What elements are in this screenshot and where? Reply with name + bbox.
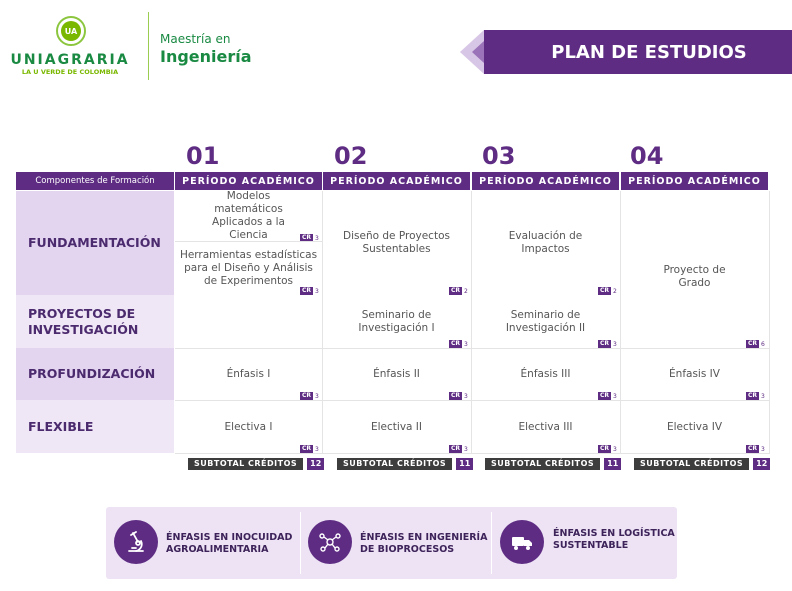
subtotal-period-1 — [188, 458, 324, 470]
period-header-4: PERÍODO ACADÉMICO — [621, 172, 768, 190]
subtotal-value: 11 — [604, 458, 621, 470]
grid-line — [175, 348, 770, 349]
course-name: Diseño de Proyectos Sustentables — [343, 230, 450, 255]
components-header: Componentes de Formación — [16, 172, 174, 190]
course-cell — [472, 296, 619, 348]
row-label-fundamentacion: FUNDAMENTACIÓN — [16, 191, 174, 295]
course-cell — [323, 191, 470, 295]
period-header-2: PERÍODO ACADÉMICO — [323, 172, 470, 190]
course-name: Electiva III — [518, 420, 573, 433]
logo-initials: UA — [61, 21, 81, 41]
truck-icon — [500, 520, 544, 564]
credit-tag: CR 3 — [600, 340, 617, 348]
subtotal-label: SUBTOTAL CRÉDITOS — [634, 458, 749, 470]
course-name: Herramientas estadísticas para el Diseño y Análisis de Experimentos — [179, 249, 318, 287]
credit-tag: CR 3 — [600, 392, 617, 400]
credit-tag: CR 3 — [302, 234, 319, 242]
credit-tag: CR 3 — [748, 392, 765, 400]
course-name: Evaluación de Impactos — [508, 230, 583, 255]
subtotal-period-2 — [337, 458, 473, 470]
course-name: Énfasis I — [226, 368, 271, 380]
row-label-profundizacion: PROFUNDIZACIÓN — [16, 348, 174, 400]
credit-tag: CR 3 — [451, 340, 468, 348]
course-name: Electiva II — [371, 420, 422, 433]
period-number-3: 03 — [482, 142, 516, 170]
grid-line — [175, 453, 770, 454]
emphasis-item-inocuidad: ÉNFASIS EN INOCUIDAD AGROALIMENTARIA — [166, 532, 293, 555]
credit-tag: CR 3 — [600, 445, 617, 453]
credit-tag: CR 3 — [302, 392, 319, 400]
credit-tag: CR 3 — [302, 287, 319, 295]
grid-line — [175, 400, 770, 401]
credit-tag: CR 3 — [302, 445, 319, 453]
course-name: Seminario de Investigación II — [505, 309, 586, 334]
course-name: Énfasis II — [373, 368, 420, 380]
course-cell — [472, 349, 619, 400]
program-line-1: Maestría en — [160, 32, 231, 46]
program-line-2: Ingeniería — [160, 47, 252, 66]
subtotal-label: SUBTOTAL CRÉDITOS — [485, 458, 600, 470]
course-name: Énfasis III — [520, 368, 571, 380]
subtotal-period-4 — [634, 458, 770, 470]
course-cell — [621, 191, 768, 348]
emphasis-divider — [300, 512, 301, 574]
course-name: Modelos matemáticos Aplicados a la Ciencia — [212, 190, 285, 241]
period-number-2: 02 — [334, 142, 368, 170]
subtotal-value: 12 — [307, 458, 324, 470]
credit-tag: CR 3 — [451, 445, 468, 453]
brand-tagline: LA U VERDE DE COLOMBIA — [21, 68, 119, 76]
row-label-flexible: FLEXIBLE — [16, 400, 174, 453]
period-header-3: PERÍODO ACADÉMICO — [472, 172, 619, 190]
course-name: Electiva IV — [666, 420, 723, 433]
course-name: Seminario de Investigación I — [358, 309, 435, 334]
emphasis-divider — [491, 512, 492, 574]
subtotal-label: SUBTOTAL CRÉDITOS — [188, 458, 303, 470]
credit-tag: CR 2 — [600, 287, 617, 295]
subtotal-value: 12 — [753, 458, 770, 470]
microscope-icon — [114, 520, 158, 564]
period-number-4: 04 — [630, 142, 664, 170]
grid-line — [322, 191, 323, 453]
uniagraria-logo — [56, 16, 86, 46]
molecule-icon — [308, 520, 352, 564]
grid-line — [620, 191, 621, 453]
course-cell — [323, 349, 470, 400]
grid-line — [769, 191, 770, 453]
course-name: Énfasis IV — [669, 368, 720, 380]
course-cell — [323, 401, 470, 453]
subtotal-period-3 — [485, 458, 621, 470]
subtotal-label: SUBTOTAL CRÉDITOS — [337, 458, 452, 470]
period-number-1: 01 — [186, 142, 220, 170]
course-name: Electiva I — [224, 420, 273, 433]
subtotal-value: 11 — [456, 458, 473, 470]
credit-tag: CR 3 — [748, 445, 765, 453]
page-title-banner: PLAN DE ESTUDIOS — [484, 30, 792, 74]
header-divider — [148, 12, 149, 80]
course-cell — [472, 191, 619, 295]
emphasis-item-bioprocesos: ÉNFASIS EN INGENIERÍA DE BIOPROCESOS — [360, 532, 488, 555]
period-header-1: PERÍODO ACADÉMICO — [175, 172, 322, 190]
row-label-proyectos: PROYECTOS DE INVESTIGACIÓN — [16, 295, 174, 348]
brand-name: UNIAGRARIA — [10, 52, 130, 68]
empty-cell — [175, 296, 322, 348]
credit-tag: CR 2 — [451, 287, 468, 295]
course-name: Proyecto de Grado — [663, 263, 726, 289]
emphasis-item-logistica: ÉNFASIS EN LOGÍSTICA SUSTENTABLE — [553, 528, 675, 551]
credit-tag: CR 6 — [748, 340, 765, 348]
course-cell — [323, 296, 470, 348]
grid-line — [471, 191, 472, 453]
credit-tag: CR 3 — [451, 392, 468, 400]
course-cell — [472, 401, 619, 453]
